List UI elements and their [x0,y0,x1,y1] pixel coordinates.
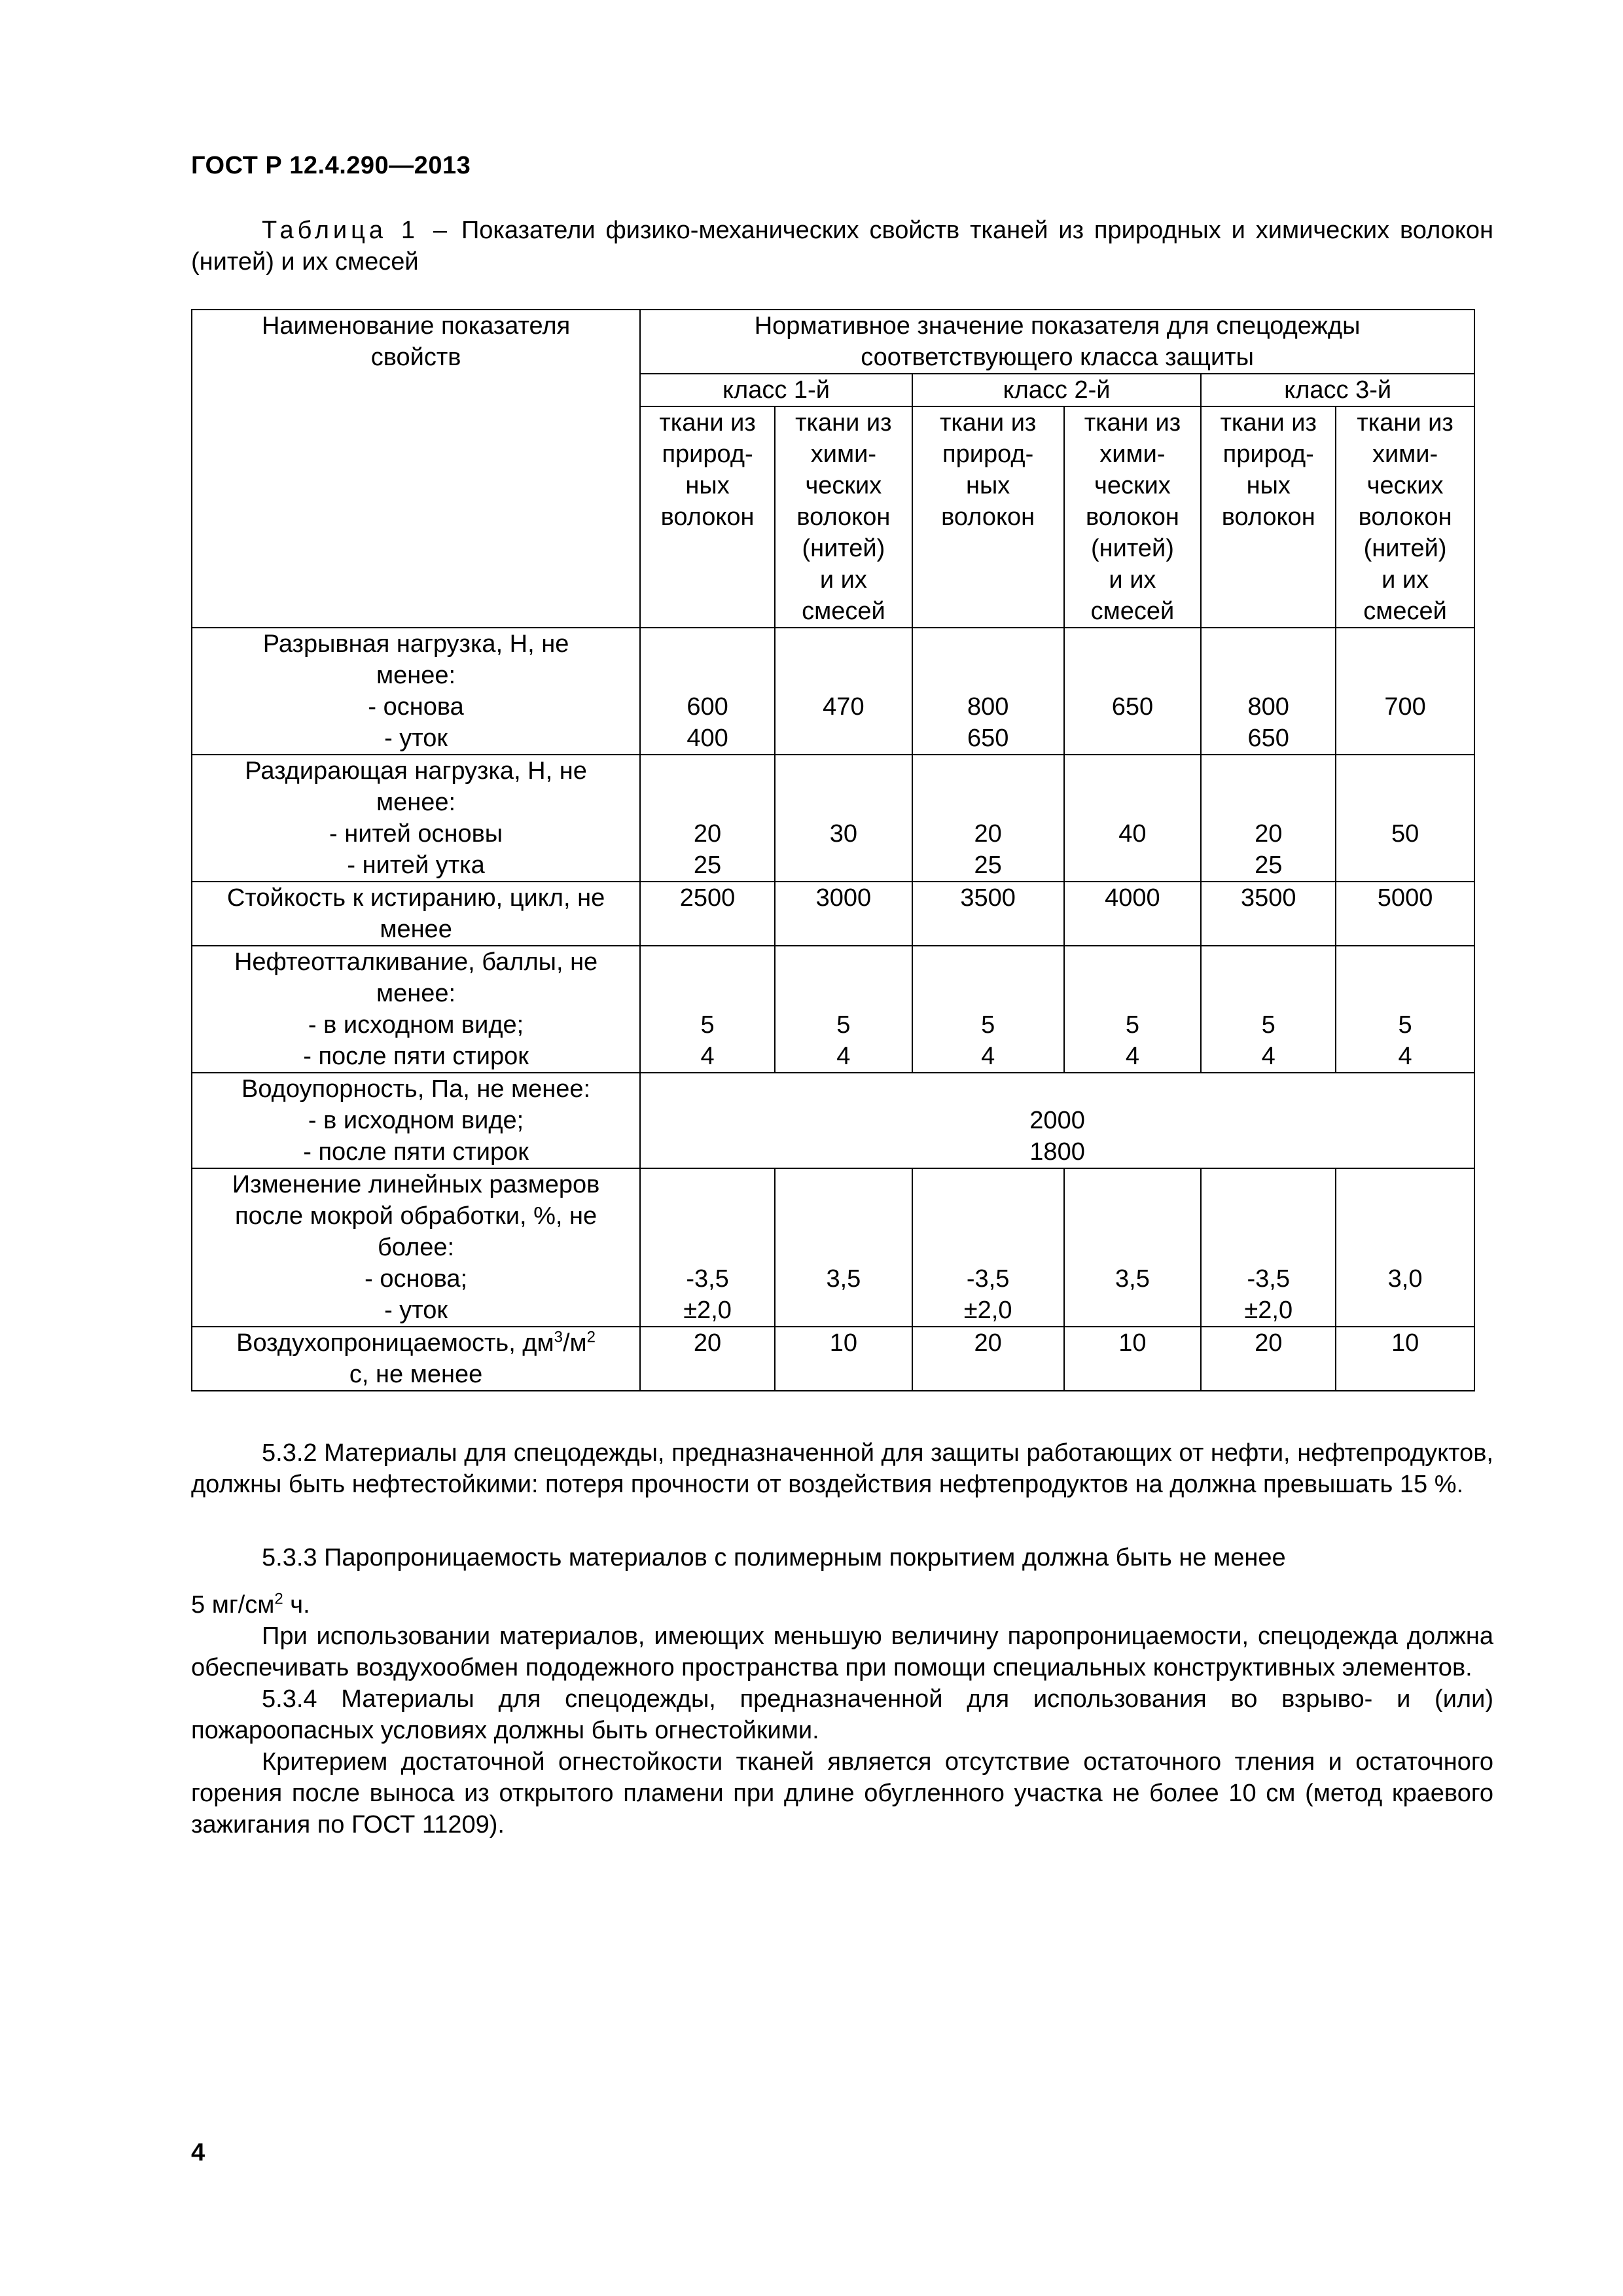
table-row [192,946,1474,1073]
value-cell: 5 4 [912,946,1064,1073]
value-cell: 10 [1336,1327,1474,1391]
value-cell: -3,5 ±2,0 [912,1168,1064,1327]
chemical-fiber-header: ткани из хими- ческих волокон (нитей) и их смесей [1336,406,1474,628]
paragraph-5-3-3-value: 5 $мг/см^2$ ч. [191,1590,310,1619]
row-name: Разрывная нагрузка, Н, не менее: - основа - уток [192,628,640,755]
value-cell: 2500 [640,882,775,946]
value-cell: 50 [1336,755,1474,882]
table-caption-label: Таблица 1 – [262,217,452,244]
value-cell: 3,5 [775,1168,912,1327]
table-row [192,1168,1474,1327]
value-cell: 5000 [1336,882,1474,946]
value-cell: 20 25 [1201,755,1336,882]
row-name: Водоупорность, Па, не менее: - в исходном виде; - после пяти стирок [192,1073,640,1168]
value-cell: 10 [1064,1327,1202,1391]
value-cell: 5 4 [640,946,775,1073]
value-cell: 5 4 [1201,946,1336,1073]
value-cell: 5 4 [775,946,912,1073]
col-header-norm: Нормативное значение показателя для спецодежды соответствующего класса защиты [640,310,1474,374]
class-1-header: класс 1-й [640,374,912,406]
row-name: Стойкость к истиранию, цикл, не менее [192,882,640,946]
value-cell: 5 4 [1064,946,1202,1073]
table-row [192,882,1474,946]
properties-table [191,309,1475,1391]
value-cell: -3,5 ±2,0 [640,1168,775,1327]
value-cell: 3,0 [1336,1168,1474,1327]
col-header-name: Наименование показателя свойств [192,310,640,628]
value-cell: 470 [775,628,912,755]
natural-fiber-header: ткани из природ- ных волокон [640,406,775,628]
value-cell: 4000 [1064,882,1202,946]
value-cell: 800 650 [912,628,1064,755]
table-row [192,1327,1474,1391]
paragraph-5-3-4: 5.3.4 Материалы для спецодежды, предназначенной для использования во взрыво- и (или) пожароопасных условиях должны быть огнестойкими. [191,1685,1493,1744]
value-cell: 20 [640,1327,775,1391]
value-cell: 3,5 [1064,1168,1202,1327]
value-cell: 20 [912,1327,1064,1391]
value-cell: 3500 [1201,882,1336,946]
paragraph-5-3-4-note: Критерием достаточной огнестойкости тканей является отсутствие остаточного тления и остаточного горения после выноса из открытого пламени при длине обугленного участка не более 10 см (метод краевого зажигания по ГОСТ 11209). [191,1748,1493,1839]
value-cell: 650 [1064,628,1202,755]
value-cell: 600 400 [640,628,775,755]
row-name: Воздухопроницаемость, $дм^3/м^2$ с, не менее [192,1327,640,1391]
value-cell: 700 [1336,628,1474,755]
natural-fiber-header: ткани из природ- ных волокон [1201,406,1336,628]
paragraph-5-3-2: 5.3.2 Материалы для спецодежды, предназначенной для защиты работающих от нефти, нефтепродуктов, должны быть нефтестойкими: потеря прочности от воздействия нефтепродуктов на должна превышать 15 %. [191,1439,1493,1498]
value-cell: 5 4 [1336,946,1474,1073]
value-cell: 3500 [912,882,1064,946]
value-cell: 10 [775,1327,912,1391]
natural-fiber-header: ткани из природ- ных волокон [912,406,1064,628]
row-name: Изменение линейных размеров после мокрой обработки, %, не более: - основа; - уток [192,1168,640,1327]
table-header-row [192,310,1474,374]
value-cell: 3000 [775,882,912,946]
row-name: Нефтеотталкивание, баллы, не менее: - в исходном виде; - после пяти стирок [192,946,640,1073]
class-3-header: класс 3-й [1201,374,1474,406]
paragraph-5-3-3: 5.3.3 Паропроницаемость материалов с полимерным покрытием должна быть не менее [262,1544,1286,1571]
value-cell: 800 650 [1201,628,1336,755]
paragraphs-rest [191,1621,1493,1840]
table-row [192,628,1474,755]
chemical-fiber-header: ткани из хими- ческих волокон (нитей) и их смесей [1064,406,1202,628]
table-caption-text: Показатели физико-механических свойств тканей из природных и химических волокон (нитей) и их смесей [191,217,1493,276]
table-row [192,755,1474,882]
class-2-header: класс 2-й [912,374,1202,406]
value-cell: 40 [1064,755,1202,882]
value-cell: 20 25 [912,755,1064,882]
chemical-fiber-header: ткани из хими- ческих волокон (нитей) и их смесей [775,406,912,628]
document-header: ГОСТ Р 12.4.290—2013 [191,152,471,179]
table-caption [191,215,1493,278]
value-cell: -3,5 ±2,0 [1201,1168,1336,1327]
page-number: 4 [191,2139,205,2166]
row-name: Раздирающая нагрузка, Н, не менее: - нитей основы - нитей утка [192,755,640,882]
paragraph-5-3-3-note: При использовании материалов, имеющих меньшую величину паропроницаемости, спецодежда должна обеспечивать воздухообмен пододежного пространства при помощи специальных конструктивных элементов. [191,1623,1493,1681]
merged-value-cell: 2000 1800 [640,1073,1474,1168]
value-cell: 30 [775,755,912,882]
table-row [192,1073,1474,1168]
value-cell: 20 [1201,1327,1336,1391]
value-cell: 20 25 [640,755,775,882]
